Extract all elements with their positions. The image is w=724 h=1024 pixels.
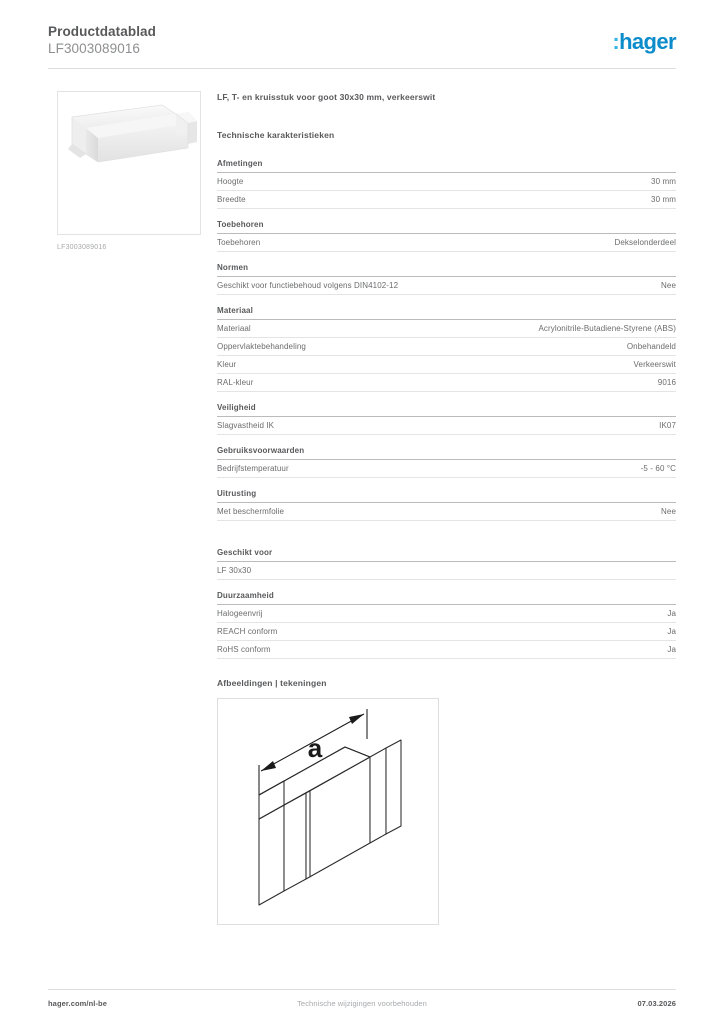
- spec-group-title: Normen: [217, 262, 676, 277]
- spec-value: Ja: [667, 627, 676, 636]
- spec-label: Bedrijfstemperatuur: [217, 464, 289, 473]
- spec-label: Oppervlaktebehandeling: [217, 342, 306, 351]
- drawings-section: [217, 677, 676, 925]
- spec-row: [217, 338, 676, 356]
- product-photo: [57, 91, 201, 235]
- spec-row: [217, 356, 676, 374]
- spec-value: 9016: [657, 378, 676, 387]
- spec-row: [217, 234, 676, 252]
- spec-value: Nee: [661, 507, 676, 516]
- product-name: LF, T- en kruisstuk voor goot 30x30 mm, verkeerswit: [217, 92, 436, 102]
- spec-row: [217, 374, 676, 392]
- spec-value: IK07: [659, 421, 676, 430]
- spec-label: Hoogte: [217, 177, 244, 186]
- technical-drawing: [217, 698, 439, 925]
- spec-value: Onbehandeld: [626, 342, 676, 351]
- page-title: Productdatablad: [48, 24, 157, 39]
- spec-label: RAL-kleur: [217, 378, 254, 387]
- technical-drawing-illustration: [218, 699, 438, 924]
- spec-row: [217, 605, 676, 623]
- spec-value: Acrylonitrile-Butadiene-Styrene (ABS): [538, 324, 676, 333]
- main-content: [217, 91, 676, 925]
- spec-label: Kleur: [217, 360, 237, 369]
- page-footer: [48, 999, 676, 1013]
- spec-group-title: Veiligheid: [217, 402, 676, 417]
- spec-value: 30 mm: [651, 177, 676, 186]
- spec-row: [217, 562, 676, 580]
- spec-row: [217, 623, 676, 641]
- spec-row: [217, 641, 676, 659]
- hager-logo[interactable]: [612, 30, 676, 54]
- spec-group-title: Geschikt voor: [217, 547, 676, 562]
- dimension-arrow-right: [349, 714, 364, 724]
- spec-label: Breedte: [217, 195, 246, 204]
- dimension-arrow-left: [261, 761, 276, 771]
- spec-value: Ja: [667, 609, 676, 618]
- header-titles: [48, 24, 156, 57]
- specs-heading: Technische karakteristieken: [217, 130, 335, 140]
- spec-group-title: Afmetingen: [217, 158, 676, 173]
- footer-website-link[interactable]: hager.com/nl-be: [48, 999, 108, 1008]
- spec-group: [217, 488, 676, 521]
- spec-value: Verkeerswit: [633, 360, 676, 369]
- spec-value: Ja: [667, 645, 676, 654]
- spec-group-title: Duurzaamheid: [217, 590, 676, 605]
- spec-group-title: Materiaal: [217, 305, 676, 320]
- product-photo-illustration: [58, 92, 200, 234]
- spec-label: LF 30x30: [217, 566, 252, 575]
- spec-group: [217, 402, 676, 435]
- spec-label: Geschikt voor functiebehoud volgens DIN4102-12: [217, 281, 399, 290]
- product-reference: LF3003089016: [48, 41, 141, 56]
- logo-wordmark: hager: [619, 29, 676, 54]
- spec-group-title: Toebehoren: [217, 219, 676, 234]
- spec-row: [217, 191, 676, 209]
- spec-value: Nee: [661, 281, 676, 290]
- spec-label: Slagvastheid IK: [217, 421, 275, 430]
- spec-label: RoHS conform: [217, 645, 271, 654]
- spec-group: [217, 547, 676, 580]
- spec-group: [217, 445, 676, 478]
- logo-colon-icon: :: [612, 29, 620, 54]
- dimension-label: a: [307, 733, 323, 763]
- footer-divider: [48, 989, 676, 990]
- product-photo-caption: LF3003089016: [57, 244, 107, 251]
- spec-group-title: Gebruiksvoorwaarden: [217, 445, 676, 460]
- spec-group: [217, 158, 676, 209]
- spec-row: [217, 320, 676, 338]
- drawings-title: Afbeeldingen | tekeningen: [217, 678, 327, 688]
- spec-value: Dekselonderdeel: [614, 238, 676, 247]
- specifications-table: [217, 158, 676, 659]
- spec-group: [217, 219, 676, 252]
- spec-label: Toebehoren: [217, 238, 261, 247]
- spec-group: [217, 305, 676, 392]
- spec-row: [217, 173, 676, 191]
- spec-row: [217, 460, 676, 478]
- spec-group-title: Uitrusting: [217, 488, 676, 503]
- spec-value: -5 - 60 °C: [640, 464, 676, 473]
- spec-group: [217, 262, 676, 295]
- spec-label: Halogeenvrij: [217, 609, 263, 618]
- spec-label: REACH conform: [217, 627, 278, 636]
- spec-row: [217, 417, 676, 435]
- spec-row: [217, 503, 676, 521]
- page-header: [48, 24, 676, 68]
- spec-label: Materiaal: [217, 324, 251, 333]
- spec-value: 30 mm: [651, 195, 676, 204]
- footer-date: 07.03.2026: [637, 999, 676, 1008]
- spec-row: [217, 277, 676, 295]
- header-divider: [48, 68, 676, 69]
- spec-group: [217, 590, 676, 659]
- footer-disclaimer: Technische wijzigingen voorbehouden: [297, 999, 427, 1008]
- spec-label: Met beschermfolie: [217, 507, 285, 516]
